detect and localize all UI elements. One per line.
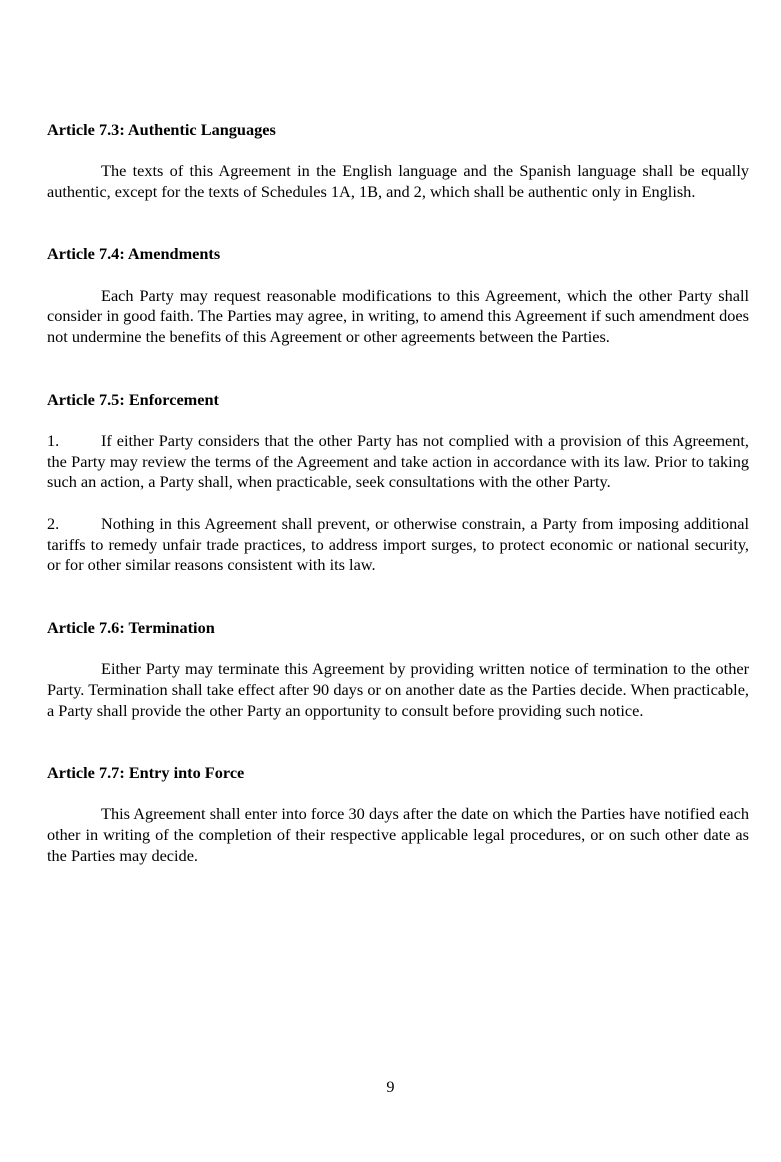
article-7-4-heading: Article 7.4: Amendments [47,244,221,264]
article-7-6-heading: Article 7.6: Termination [47,617,215,637]
article-7-7-heading: Article 7.7: Entry into Force [47,762,245,782]
item-text: Nothing in this Agreement shall prevent, or otherwise constrain, a Party from imposing additional tariffs to remedy unfair trade practices, to address import surges, to protect economic or national security, or for other similar reasons consistent with its law. [47,513,749,575]
page-number: 9 [386,1077,395,1096]
article-7-3-paragraph: The texts of this Agreement in the English language and the Spanish language shall be equally authentic, except for the texts of Schedules 1A, 1B, and 2, which shall be authentic only in English. [47,161,749,202]
article-7-5-item-2 [47,514,749,576]
article-7-4-paragraph: Each Party may request reasonable modifications to this Agreement, which the other Party shall consider in good faith. The Parties may agree, in writing, to amend this Agreement if such amendment does not undermine the benefits of this Agreement or other agreements between the Parties. [47,285,749,347]
article-7-5-heading: Article 7.5: Enforcement [47,389,219,409]
article-7-6-paragraph: Either Party may terminate this Agreement by providing written notice of termination to the other Party. Termination shall take effect after 90 days or on another date as the Parties decide. When practicable, a Party shall provide the other Party an opportunity to consult before providing such notice. [47,658,749,720]
item-number: 1. [47,430,60,450]
article-7-3-heading: Article 7.3: Authentic Languages [47,120,276,139]
document-body [47,120,749,867]
article-7-5-item-1 [47,431,749,493]
item-number: 2. [47,513,60,533]
item-text: If either Party considers that the other Party has not complied with a provision of this Agreement, the Party may review the terms of the Agreement and take action in accordance with its law. Prior to taking such an action, a Party shall, when practicable, seek consultations with the other Party. [47,430,749,492]
article-7-7-paragraph: This Agreement shall enter into force 30 days after the date on which the Parties have notified each other in writing of the completion of their respective applicable legal procedures, or on such other date as the Parties may decide. [47,804,749,865]
